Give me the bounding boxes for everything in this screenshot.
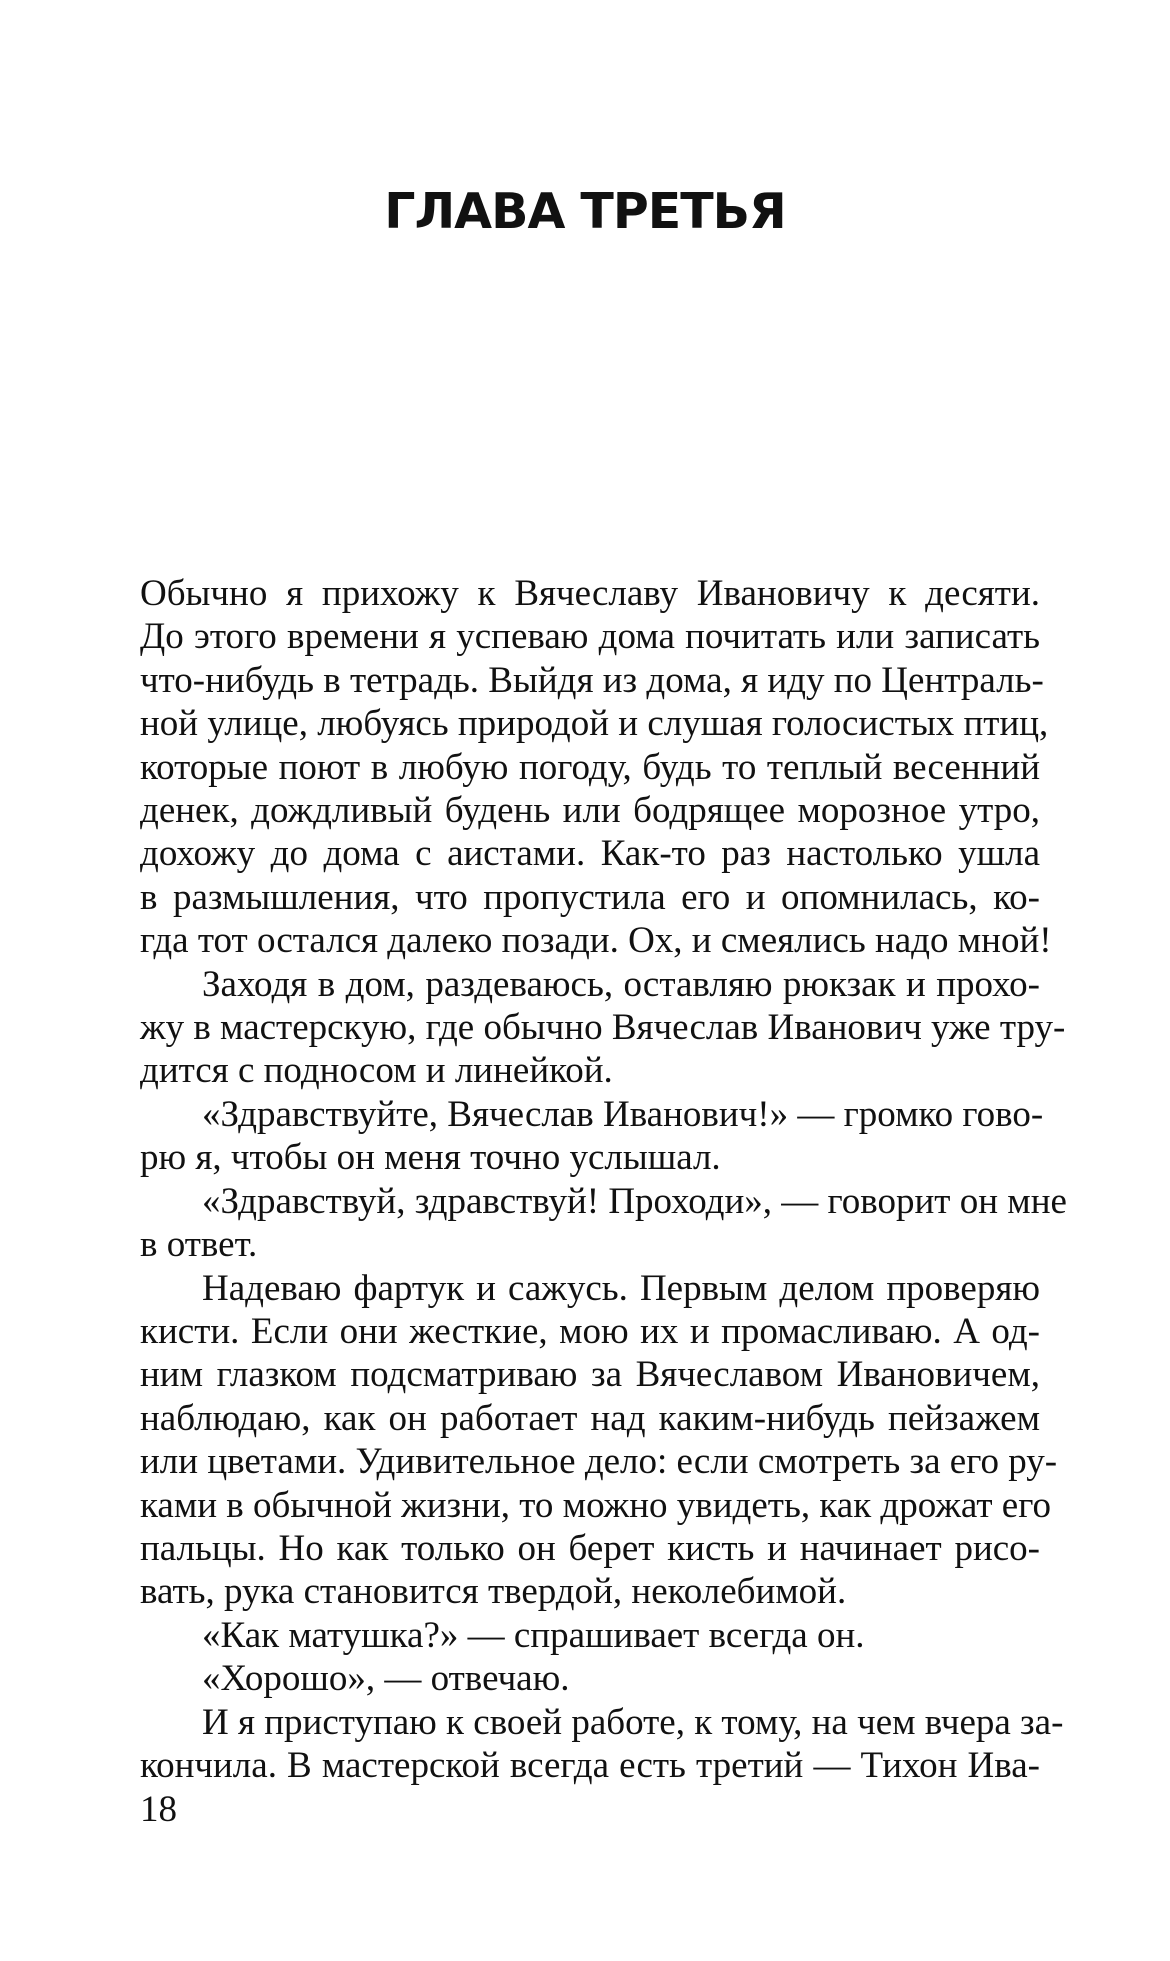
text-line: «Хорошо», — отвечаю. [202, 1658, 570, 1700]
text-line: или цветами. Удивительное дело: если смотреть за его ру- [140, 1441, 1058, 1483]
text-line: в размышления, что пропустила его и опомнилась, ко- [140, 876, 1040, 918]
text-line: «Здравствуй, здравствуй! Проходи», — говорит он мне [202, 1180, 1067, 1222]
text-line: кончила. В мастерской всегда есть третий — Тихон Ива- [140, 1744, 1040, 1786]
text-line: ками в обычной жизни, то можно увидеть, как дрожат его [140, 1484, 1051, 1526]
text-line: Обычно я прихожу к Вячеславу Ивановичу к десяти. [140, 573, 1040, 614]
text-line: что-нибудь в тетрадь. Выйдя из дома, я иду по Централь- [140, 659, 1044, 701]
text-line: жу в мастерскую, где обычно Вячеслав Иванович уже тру- [140, 1007, 1066, 1049]
text-line: «Здравствуйте, Вячеслав Иванович!» — громко гово- [202, 1093, 1044, 1135]
text-line: гда тот остался далеко позади. Ох, и смеялись надо мной! [140, 920, 1052, 962]
text-line: Надеваю фартук и сажусь. Первым делом проверяю [202, 1267, 1040, 1309]
chapter-title: ГЛАВА ТРЕТЬЯ [384, 183, 786, 240]
text-line: До этого времени я успеваю дома почитать или записать [140, 616, 1040, 658]
text-line: дохожу до дома с аистами. Как-то раз настолько ушла [140, 833, 1040, 875]
text-line: вать, рука становится твердой, неколебимой. [140, 1571, 847, 1613]
text-line: Заходя в дом, раздеваюсь, оставляю рюкзак и прохо- [202, 963, 1040, 1005]
text-line: кисти. Если они жесткие, мою их и промасливаю. А од- [140, 1310, 1040, 1352]
text-line: пальцы. Но как только он берет кисть и начинает рисо- [140, 1527, 1040, 1569]
text-line: в ответ. [140, 1224, 258, 1266]
text-line: И я приступаю к своей работе, к тому, на чем вчера за- [202, 1701, 1064, 1743]
body-text [140, 572, 1067, 1787]
text-line: ним глазком подсматриваю за Вячеславом Ивановичем, [140, 1354, 1040, 1396]
text-line: «Как матушка?» — спрашивает всегда он. [202, 1614, 865, 1656]
page-number: 18 [140, 1789, 177, 1830]
text-line: денек, дождливый будень или бодрящее морозное утро, [140, 790, 1040, 832]
text-line: рю я, чтобы он меня точно услышал. [140, 1137, 721, 1179]
text-line: наблюдаю, как он работает над каким-нибудь пейзажем [140, 1397, 1040, 1439]
text-line: ной улице, любуясь природой и слушая голосистых птиц, [140, 703, 1049, 745]
text-line: которые поют в любую погоду, будь то теплый весенний [140, 746, 1040, 788]
text-line: дится с подносом и линейкой. [140, 1050, 613, 1092]
